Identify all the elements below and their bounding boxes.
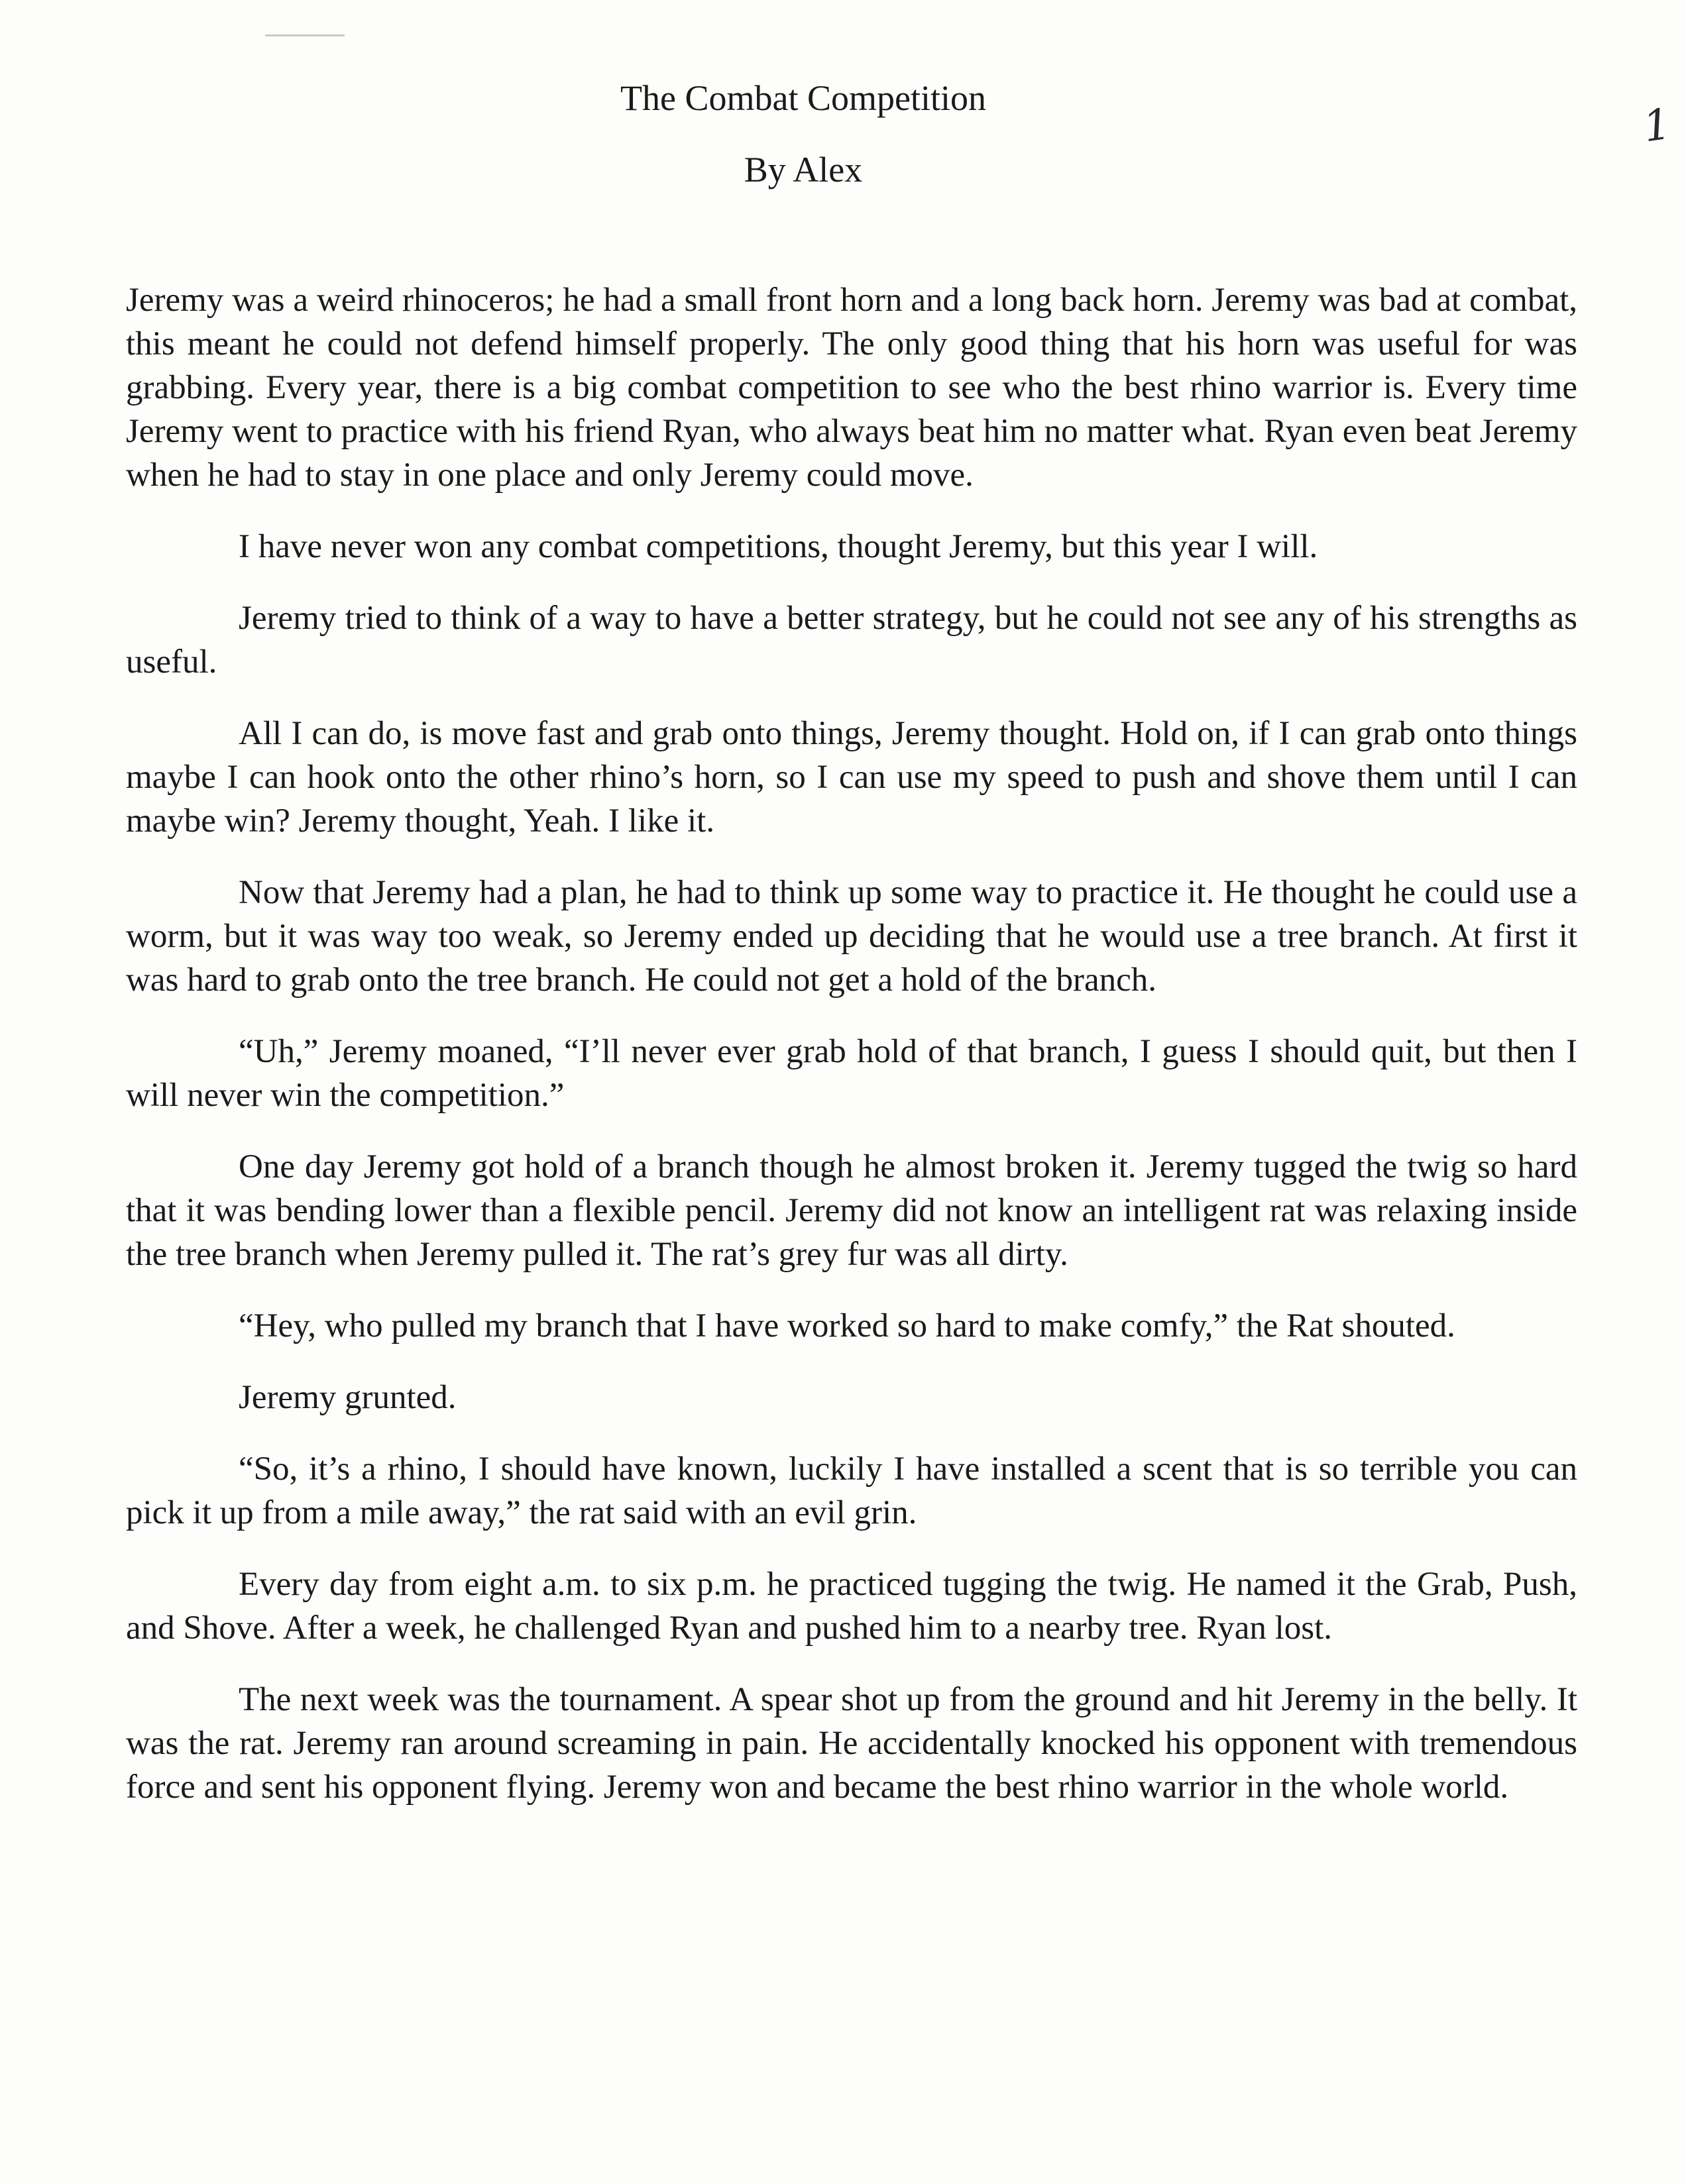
- story-title: The Combat Competition: [620, 78, 986, 118]
- paragraph: Jeremy tried to think of a way to have a better strategy, but he could not see any of his strengths as useful.: [126, 600, 1577, 681]
- paragraph: “So, it’s a rhino, I should have known, luckily I have installed a scent that is so terrible you can pick it up from a mile away,” the rat said with an evil grin.: [126, 1450, 1577, 1531]
- story-byline: By Alex: [744, 150, 863, 190]
- paragraph: I have never won any combat competitions, thought Jeremy, but this year I will.: [239, 528, 1318, 565]
- scan-artifact: [265, 34, 345, 36]
- paragraph: Every day from eight a.m. to six p.m. he practiced tugging the twig. He named it the Grab, Push, and Shove. After a week, he challenged Ryan and pushed him to a nearby tree. Ryan lost.: [126, 1566, 1577, 1647]
- paragraph: All I can do, is move fast and grab onto things, Jeremy thought. Hold on, if I can grab onto things maybe I can hook onto the other rhino’s horn, so I can use my speed to push and shove them until I can maybe win? Jeremy thought, Yeah. I like it.: [126, 715, 1577, 840]
- paragraph: “Uh,” Jeremy moaned, “I’ll never ever grab hold of that branch, I guess I should quit, but then I will never win the competition.”: [126, 1033, 1577, 1114]
- handwritten-page-number: 1: [1640, 99, 1674, 152]
- paragraph: Jeremy grunted.: [239, 1379, 457, 1416]
- paragraph: The next week was the tournament. A spear shot up from the ground and hit Jeremy in the belly. It was the rat. Jeremy ran around screaming in pain. He accidentally knocked his opponent with tremendous force and sent his opponent flying. Jeremy won and became the best rhino warrior in the whole world.: [126, 1681, 1577, 1806]
- paragraph: Now that Jeremy had a plan, he had to think up some way to practice it. He thought he could use a worm, but it was way too weak, so Jeremy ended up deciding that he would use a tree branch. At first it was hard to grab onto the tree branch. He could not get a hold of the branch.: [126, 874, 1577, 999]
- paragraph: “Hey, who pulled my branch that I have worked so hard to make comfy,” the Rat shouted.: [239, 1307, 1455, 1344]
- paragraph: Jeremy was a weird rhinoceros; he had a small front horn and a long back horn. Jeremy was bad at combat, this meant he could not defend himself properly. The only good thing that his horn was useful for was grabbing. Every year, there is a big combat competition to see who the best rhino warrior is. Every time Jeremy went to practice with his friend Ryan, who always beat him no matter what. Ryan even beat Jeremy when he had to stay in one place and only Jeremy could move.: [126, 282, 1577, 494]
- paragraph: One day Jeremy got hold of a branch though he almost broken it. Jeremy tugged the twig so hard that it was bending lower than a flexible pencil. Jeremy did not know an intelligent rat was relaxing inside the tree branch when Jeremy pulled it. The rat’s grey fur was all dirty.: [126, 1148, 1577, 1273]
- story-body: [126, 278, 1577, 1837]
